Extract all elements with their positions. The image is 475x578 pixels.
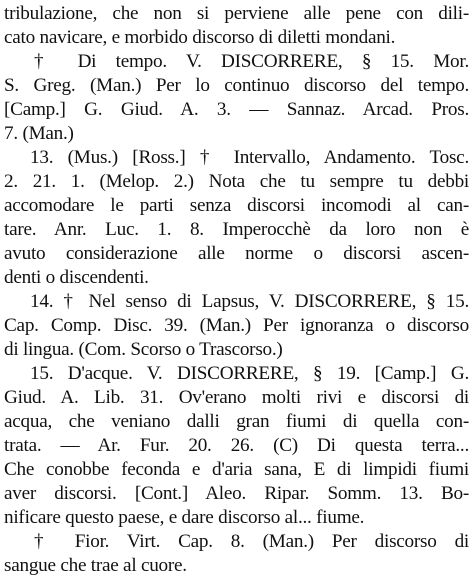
text-line-17: Giud. A. Lib. 31. Ov'erano molti rivi e discorsi di [4,387,469,408]
text-line-19: trata. — Ar. Fur. 20. 26. (C) Di questa terra... [4,435,469,456]
text-line-3: † Di tempo. V. DISCORRERE, § 15. Mor. [34,51,469,72]
text-line-13: 14. † Nel senso di Lapsus, V. DISCORRERE, § 15. [30,291,469,312]
text-line-18: acqua, che veniano dalli gran fiumi di quella con- [4,411,469,432]
text-line-23: † Fior. Virt. Cap. 8. (Man.) Per discorso di [34,531,469,552]
text-line-9: accomodare le parti senza discorsi incomodi al can- [4,195,469,216]
text-line-10: tare. Anr. Luc. 1. 8. Imperocchè da loro non è [4,219,469,240]
text-line-5: [Camp.] G. Giud. A. 3. — Sannaz. Arcad. Pros. [4,99,469,120]
text-line-6: 7. (Man.) [4,123,74,144]
text-line-21: aver discorsi. [Cont.] Aleo. Ripar. Somm. 13. Bo- [4,483,469,504]
text-line-1: tribulazione, che non si perviene alle pene con dili- [4,3,469,24]
text-line-16: 15. D'acque. V. DISCORRERE, § 19. [Camp.] G. [30,363,469,384]
text-line-4: S. Greg. (Man.) Per lo continuo discorso del tempo. [4,75,469,96]
text-line-2: cato navicare, e morbido discorso di diletti mondani. [4,27,396,48]
text-line-20: Che conobbe feconda e d'aria sana, E di limpidi fiumi [4,459,469,480]
text-line-15: di lingua. (Com. Scorso o Trascorso.) [4,339,283,360]
text-line-22: nificare questo paese, e dare discorso al... fiume. [4,507,365,528]
text-line-12: denti o discendenti. [4,267,149,288]
text-line-7: 13. (Mus.) [Ross.] † Intervallo, Andamento. Tosc. [30,147,469,168]
text-line-8: 2. 21. 1. (Melop. 2.) Nota che tu sempre tu debbi [4,171,469,192]
text-line-11: avuto considerazione alle norme o discorsi ascen- [4,243,469,264]
text-line-24: sangue che trae al cuore. [4,555,187,576]
text-line-14: Cap. Comp. Disc. 39. (Man.) Per ignoranza o discorso [4,315,469,336]
